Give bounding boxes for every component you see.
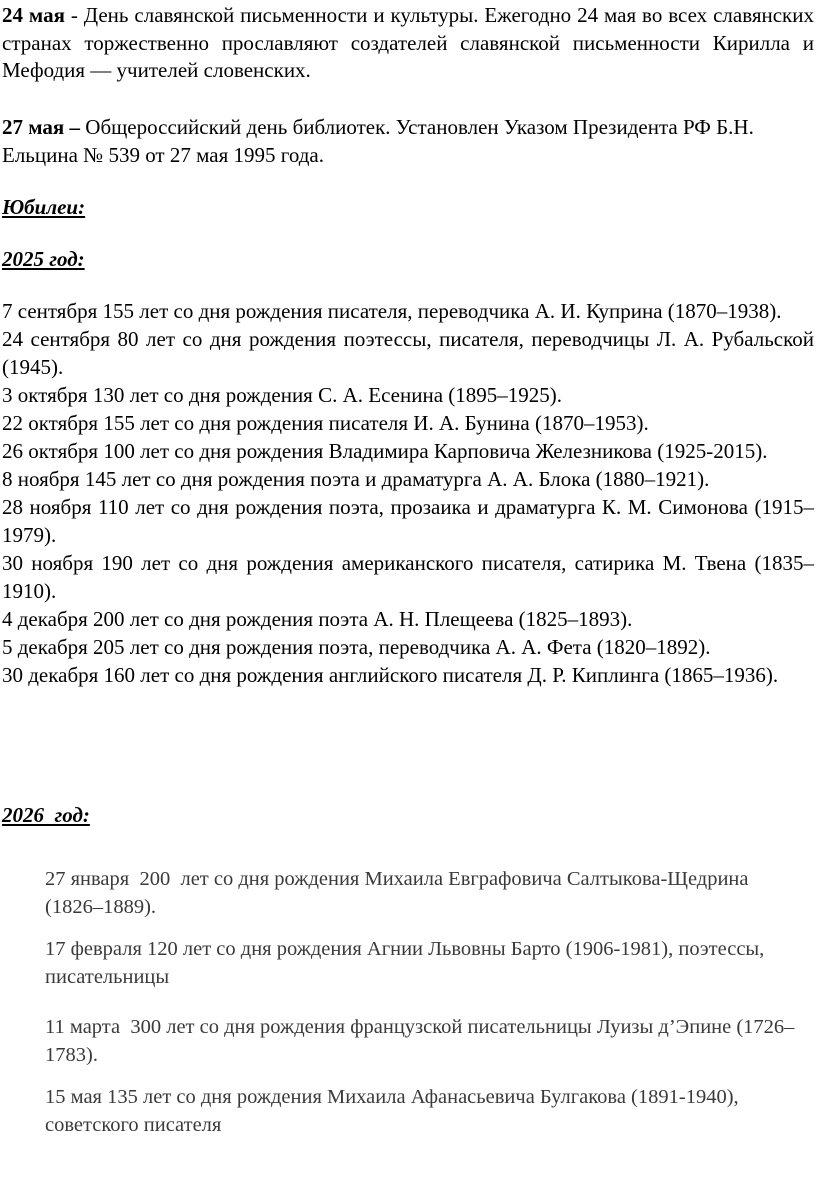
list-item: 8 ноября 145 лет со дня рождения поэта и драматурга А. А. Блока (1880–1921). <box>2 467 710 491</box>
list-item: 5 декабря 205 лет со дня рождения поэта, переводчика А. А. Фета (1820–1892). <box>2 635 711 659</box>
year-2025-list <box>2 297 814 689</box>
intro-date: 27 мая – <box>2 115 81 139</box>
intro-paragraph-may-27 <box>2 114 814 169</box>
jubilees-heading: Юбилеи: <box>2 195 86 219</box>
year-2026-heading: 2026 год: <box>2 803 90 827</box>
list-item: 3 октября 130 лет со дня рождения С. А. Есенина (1895–1925). <box>2 383 563 407</box>
intro-text: Общероссийский день библиотек. Установлен Указом Президента РФ Б.Н. Ельцина № 539 от 27 мая 1995 года. <box>2 115 754 167</box>
list-item: 17 февраля 120 лет со дня рождения Агнии Львовны Барто (1906-1981), поэтессы, писательницы <box>45 938 765 988</box>
list-item: 27 января 200 лет со дня рождения Михаила Евграфовича Салтыкова-Щедрина (1826–1889). <box>45 868 754 918</box>
year-2026-list <box>0 866 816 1139</box>
list-item: 28 ноября 110 лет со дня рождения поэта, прозаика и драматурга К. М. Симонова (1915–1979). <box>2 495 814 547</box>
intro-paragraph-may-24 <box>2 2 814 85</box>
year-2025-heading: 2025 год: <box>2 247 85 271</box>
list-item: 7 сентября 155 лет со дня рождения писателя, переводчика А. И. Куприна (1870–1938). <box>2 299 782 323</box>
intro-text: День славянской письменности и культуры. Ежегодно 24 мая во всех славянских странах торжественно прославляют создателей славянской письменности Кирилла и Мефодия — учителей словенских. <box>2 3 814 82</box>
list-item: 11 марта 300 лет со дня рождения французской писательницы Луизы д’Эпине (1726–1783). <box>45 1016 795 1066</box>
list-item: 30 ноября 190 лет со дня рождения американского писателя, сатирика М. Твена (1835–1910). <box>2 551 814 603</box>
list-item: 24 сентября 80 лет со дня рождения поэтессы, писателя, переводчицы Л. А. Рубальской (1945). <box>2 327 814 379</box>
list-item: 30 декабря 160 лет со дня рождения английского писателя Д. Р. Киплинга (1865–1936). <box>2 663 779 687</box>
list-item: 26 октября 100 лет со дня рождения Владимира Карповича Железникова (1925-2015). <box>2 439 768 463</box>
list-item: 15 мая 135 лет со дня рождения Михаила Афанасьевича Булгакова (1891-1940), советского писателя <box>45 1086 739 1136</box>
list-item: 22 октября 155 лет со дня рождения писателя И. А. Бунина (1870–1953). <box>2 411 649 435</box>
intro-separator: - <box>64 3 84 27</box>
intro-date: 24 мая <box>2 3 65 27</box>
list-item: 4 декабря 200 лет со дня рождения поэта А. Н. Плещеева (1825–1893). <box>2 607 633 631</box>
